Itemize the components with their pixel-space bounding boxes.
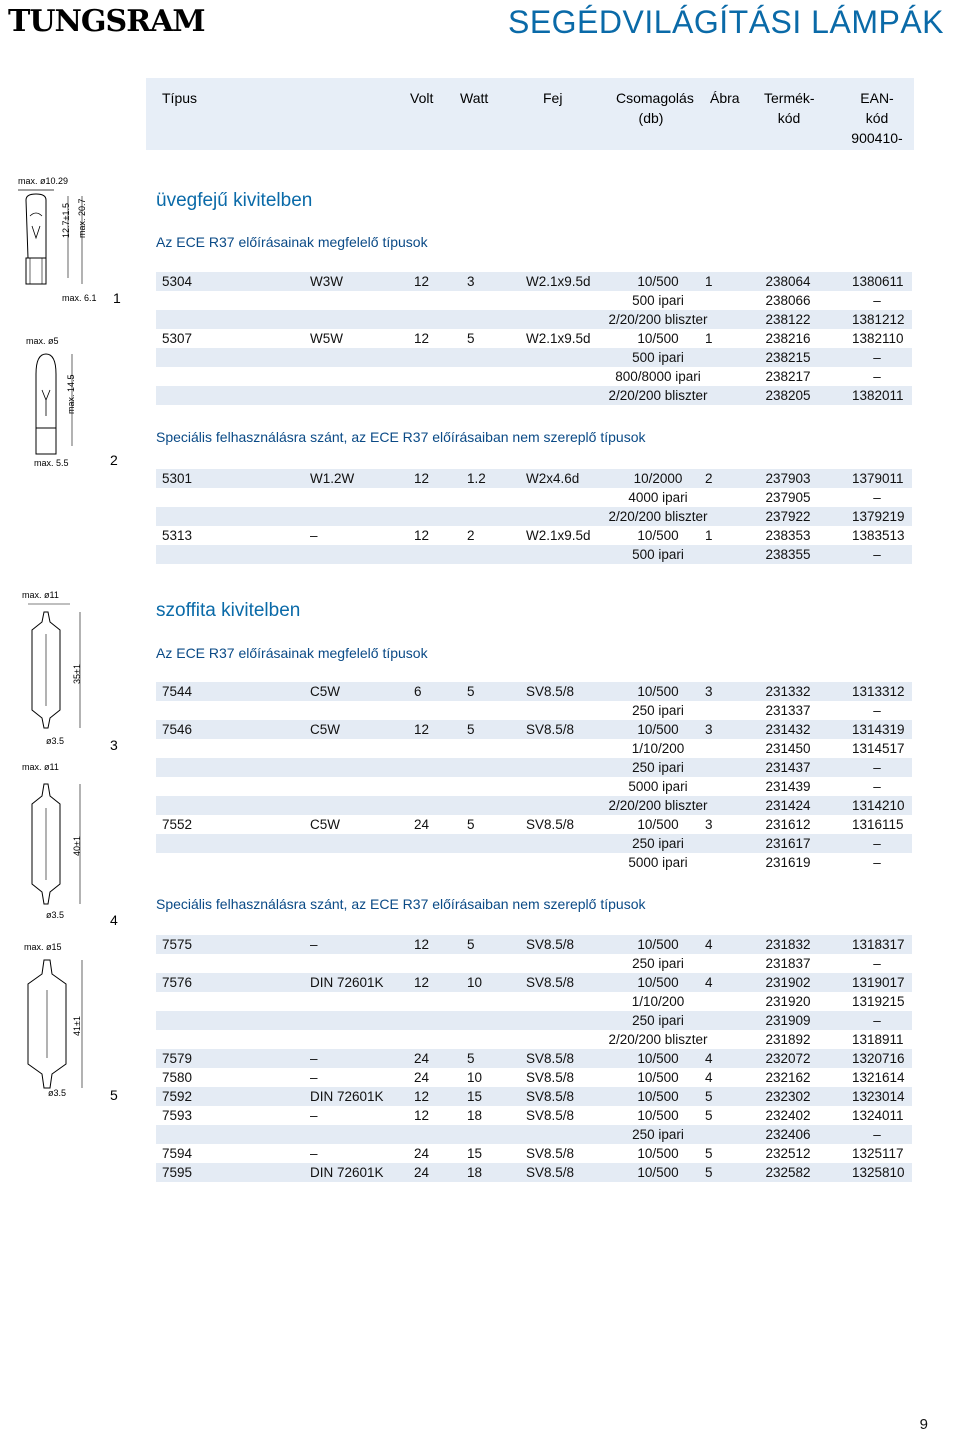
cell-pack: 5000 ipari: [628, 779, 688, 794]
cell-pack: 10/500: [637, 937, 679, 952]
cell-pn: 231450: [765, 741, 811, 756]
table-row: [156, 796, 912, 815]
cell-volt: 12: [414, 528, 430, 543]
cell-pack: 500 ipari: [632, 293, 684, 308]
cell-pn: 232512: [765, 1146, 811, 1161]
table-row: [156, 973, 912, 992]
cell-volt: 24: [414, 1051, 430, 1066]
product-table-s1-ece: [156, 272, 912, 405]
cell-pn: 231837: [765, 956, 811, 971]
cell-pack: 4000 ipari: [628, 490, 688, 505]
cell-ean: 1325810: [852, 1165, 905, 1180]
cell-pack: 2/20/200 bliszter: [608, 509, 708, 524]
cell-fig: 4: [705, 1070, 713, 1085]
cell-ean: –: [873, 836, 881, 851]
cell-ean: 1319017: [852, 975, 905, 990]
table-row: [156, 834, 912, 853]
cell-volt: 24: [414, 1070, 430, 1085]
cell-pn: 238122: [765, 312, 811, 327]
cell-type: DIN 72601K: [310, 975, 384, 990]
cell-pack: 10/500: [637, 1108, 679, 1123]
cell-fig: 1: [705, 274, 713, 289]
table-row: [156, 739, 912, 758]
cell-type: –: [310, 937, 318, 952]
cell-pack: 250 ipari: [632, 1127, 684, 1142]
cell-code: 7580: [162, 1070, 193, 1085]
cell-pn: 231432: [765, 722, 811, 737]
lamp-figure-5: [20, 942, 130, 1102]
cell-type: C5W: [310, 817, 340, 832]
cell-fej: SV8.5/8: [526, 722, 575, 737]
cell-fig: 5: [705, 1089, 713, 1104]
col-header-abra: Ábra: [710, 90, 740, 106]
cell-fig: 4: [705, 975, 713, 990]
lamp-figure-2: [24, 336, 134, 471]
cell-pack: 2/20/200 bliszter: [608, 388, 708, 403]
cell-code: 7593: [162, 1108, 193, 1123]
cell-volt: 24: [414, 1146, 430, 1161]
cell-fej: W2.1x9.5d: [526, 274, 591, 289]
cell-volt: 24: [414, 817, 430, 832]
cell-pack: 250 ipari: [632, 1013, 684, 1028]
festoon-bulb-drawing: [20, 772, 100, 922]
cell-pn: 238216: [765, 331, 811, 346]
table-row: [156, 1030, 912, 1049]
cell-code: 7594: [162, 1146, 193, 1161]
cell-fej: SV8.5/8: [526, 817, 575, 832]
cell-watt: 1.2: [467, 471, 486, 486]
cell-code: 7575: [162, 937, 193, 952]
cell-fig: 3: [705, 817, 713, 832]
figure-3-dim-length: 35±1: [72, 664, 82, 684]
cell-fig: 3: [705, 722, 713, 737]
cell-ean: –: [873, 490, 881, 505]
cell-fig: 5: [705, 1108, 713, 1123]
cell-type: –: [310, 1051, 318, 1066]
col-header-termekkod: [764, 88, 814, 128]
table-row: [156, 758, 912, 777]
cell-type: DIN 72601K: [310, 1165, 384, 1180]
cell-pn: 231612: [765, 817, 811, 832]
figure-number-5: 5: [110, 1087, 118, 1103]
cell-ean: 1379219: [852, 509, 905, 524]
cell-volt: 12: [414, 1108, 430, 1123]
cell-pn: 231902: [765, 975, 811, 990]
figure-2-dim-diameter: max. ø5: [26, 336, 59, 346]
cell-ean: –: [873, 1013, 881, 1028]
cell-fej: SV8.5/8: [526, 937, 575, 952]
cell-pn: 231337: [765, 703, 811, 718]
cell-ean: –: [873, 956, 881, 971]
cell-pack: 2/20/200 bliszter: [608, 312, 708, 327]
cell-ean: –: [873, 779, 881, 794]
cell-pack: 10/2000: [633, 471, 683, 486]
cell-watt: 5: [467, 817, 475, 832]
table-row: [156, 1049, 912, 1068]
cell-pack: 500 ipari: [632, 350, 684, 365]
cell-pn: 231909: [765, 1013, 811, 1028]
subheading-special: Speciális felhasználásra szánt, az ECE R37 előírásaiban nem szereplő típusok: [156, 896, 646, 912]
col-header-ean-line2: kód: [865, 110, 889, 126]
figure-1-dim-bottom: max. 6.1: [62, 293, 97, 303]
cell-watt: 10: [467, 1070, 483, 1085]
cell-fej: W2.1x9.5d: [526, 528, 591, 543]
figure-5-dim-length: 41±1: [72, 1016, 82, 1036]
cell-watt: 18: [467, 1108, 483, 1123]
cell-code: 5304: [162, 274, 193, 289]
table-row: [156, 853, 912, 872]
cell-pack: 1/10/200: [631, 741, 685, 756]
cell-pn: 238355: [765, 547, 811, 562]
cell-code: 7592: [162, 1089, 193, 1104]
table-row: [156, 291, 912, 310]
cell-type: C5W: [310, 722, 340, 737]
cell-pn: 231619: [765, 855, 811, 870]
cell-pack: 10/500: [637, 684, 679, 699]
cell-ean: 1323014: [852, 1089, 905, 1104]
table-row: [156, 1068, 912, 1087]
cell-ean: –: [873, 350, 881, 365]
page-number: 9: [919, 1416, 928, 1433]
cell-type: –: [310, 1108, 318, 1123]
cell-pn: 237922: [765, 509, 811, 524]
table-row: [156, 348, 912, 367]
cell-pack: 2/20/200 bliszter: [608, 1032, 708, 1047]
cell-watt: 3: [467, 274, 475, 289]
cell-pack: 10/500: [637, 975, 679, 990]
cell-volt: 6: [414, 684, 422, 699]
section-title-uvegfeju: üvegfejű kivitelben: [156, 190, 313, 211]
cell-fej: SV8.5/8: [526, 1089, 575, 1104]
product-table-s2-ece: [156, 682, 912, 872]
table-row: [156, 954, 912, 973]
cell-watt: 10: [467, 975, 483, 990]
cell-pack: 500 ipari: [632, 547, 684, 562]
table-row: [156, 1106, 912, 1125]
cell-ean: 1325117: [852, 1146, 904, 1161]
figure-1-dim-height1: 12.7±1.5: [61, 203, 71, 238]
cell-volt: 12: [414, 722, 430, 737]
cell-volt: 12: [414, 471, 430, 486]
table-row: [156, 1144, 912, 1163]
column-header-band: [146, 78, 914, 150]
cell-fig: 4: [705, 937, 713, 952]
col-header-csomagolas-line1: Csomagolás: [616, 90, 694, 106]
figure-5-dim-diameter: max. ø15: [24, 942, 62, 952]
cell-pn: 231832: [765, 937, 811, 952]
cell-code: 5307: [162, 331, 193, 346]
cell-pn: 238217: [765, 369, 811, 384]
table-row: [156, 701, 912, 720]
figure-4-dim-diameter: max. ø11: [22, 762, 59, 772]
cell-pack: 2/20/200 bliszter: [608, 798, 708, 813]
cell-pn: 232402: [765, 1108, 811, 1123]
table-row: [156, 992, 912, 1011]
subheading-ece: Az ECE R37 előírásainak megfelelő típusok: [156, 234, 428, 250]
col-header-termekkod-line2: kód: [777, 110, 801, 126]
figure-3-dim-diameter: max. ø11: [22, 590, 59, 600]
cell-ean: 1382011: [852, 388, 904, 403]
cell-ean: –: [873, 703, 881, 718]
cell-pn: 231439: [765, 779, 811, 794]
cell-volt: 12: [414, 331, 430, 346]
cell-pn: 232406: [765, 1127, 811, 1142]
cell-pack: 10/500: [637, 1146, 679, 1161]
cell-ean: 1324011: [852, 1108, 904, 1123]
cell-volt: 12: [414, 274, 430, 289]
cell-pack: 10/500: [637, 1051, 679, 1066]
cell-ean: –: [873, 547, 881, 562]
cell-ean: 1383513: [852, 528, 905, 543]
col-header-tipus: Típus: [162, 90, 198, 106]
table-row: [156, 507, 912, 526]
figure-2-dim-height: max. 14.5: [66, 374, 76, 414]
cell-pack: 10/500: [637, 1070, 679, 1085]
cell-fig: 1: [705, 331, 713, 346]
cell-fej: SV8.5/8: [526, 684, 575, 699]
cell-fej: W2.1x9.5d: [526, 331, 591, 346]
table-row: [156, 469, 912, 488]
festoon-bulb-drawing: [20, 952, 100, 1102]
cell-pack: 250 ipari: [632, 760, 684, 775]
cell-pack: 10/500: [637, 528, 679, 543]
cell-fej: SV8.5/8: [526, 1165, 575, 1180]
cell-type: –: [310, 1146, 318, 1161]
brand-logo: TUNGSRAM: [8, 4, 205, 39]
cell-ean: –: [873, 369, 881, 384]
figure-number-4: 4: [110, 912, 118, 928]
cell-watt: 2: [467, 528, 475, 543]
cell-pn: 238215: [765, 350, 811, 365]
figure-4-dim-bottom: ø3.5: [46, 910, 65, 920]
cell-fej: SV8.5/8: [526, 1108, 575, 1123]
cell-watt: 5: [467, 722, 475, 737]
cell-watt: 5: [467, 331, 475, 346]
cell-watt: 15: [467, 1089, 483, 1104]
col-header-ean: [850, 88, 904, 148]
cell-fej: SV8.5/8: [526, 975, 575, 990]
cell-ean: –: [873, 1127, 881, 1142]
figure-4-dim-length: 40±1: [72, 836, 82, 856]
cell-pack: 250 ipari: [632, 836, 684, 851]
table-row: [156, 386, 912, 405]
cell-fig: 5: [705, 1165, 713, 1180]
table-row: [156, 935, 912, 954]
col-header-csomagolas: [616, 88, 694, 128]
table-row: [156, 1011, 912, 1030]
cell-ean: 1380611: [852, 274, 904, 289]
col-header-csomagolas-line2: (db): [638, 110, 664, 126]
col-header-ean-line3: 900410-: [851, 130, 903, 146]
cell-volt: 12: [414, 1089, 430, 1104]
cell-pn: 238064: [765, 274, 811, 289]
cell-pn: 232072: [765, 1051, 811, 1066]
table-row: [156, 815, 912, 834]
cell-pack: 10/500: [637, 1165, 679, 1180]
cell-fej: SV8.5/8: [526, 1146, 575, 1161]
cell-fig: 3: [705, 684, 713, 699]
subheading-special: Speciális felhasználásra szánt, az ECE R37 előírásaiban nem szereplő típusok: [156, 429, 646, 445]
table-row: [156, 526, 912, 545]
table-row: [156, 1163, 912, 1182]
table-row: [156, 682, 912, 701]
subheading-ece: Az ECE R37 előírásainak megfelelő típusok: [156, 645, 428, 661]
figure-5-dim-bottom: ø3.5: [48, 1088, 67, 1098]
col-header-watt: Watt: [460, 90, 489, 106]
cell-volt: 12: [414, 975, 430, 990]
product-table-s2-special: [156, 935, 912, 1182]
section-title-szoffita: szoffita kivitelben: [156, 600, 301, 621]
lamp-figure-3: [20, 590, 130, 750]
festoon-bulb-drawing: [20, 600, 100, 750]
cell-fej: SV8.5/8: [526, 1051, 575, 1066]
table-row: [156, 488, 912, 507]
cell-pn: 231332: [765, 684, 811, 699]
cell-pack: 10/500: [637, 722, 679, 737]
cell-watt: 5: [467, 1051, 475, 1066]
cell-ean: 1313312: [852, 684, 905, 699]
cell-pn: 238205: [765, 388, 811, 403]
cell-watt: 5: [467, 684, 475, 699]
cell-pn: 231920: [765, 994, 811, 1009]
cell-ean: 1314210: [852, 798, 905, 813]
figure-number-1: 1: [113, 290, 121, 306]
table-row: [156, 1125, 912, 1144]
cell-fej: SV8.5/8: [526, 1070, 575, 1085]
col-header-fej: Fej: [543, 90, 563, 106]
cell-ean: 1318911: [852, 1032, 904, 1047]
cell-pack: 5000 ipari: [628, 855, 688, 870]
figure-number-2: 2: [110, 452, 118, 468]
cell-code: 5301: [162, 471, 193, 486]
cell-fig: 1: [705, 528, 713, 543]
col-header-ean-line1: EAN-: [860, 90, 894, 106]
cell-volt: 24: [414, 1165, 430, 1180]
small-wedge-bulb-drawing: [24, 346, 104, 461]
cell-pn: 231892: [765, 1032, 811, 1047]
cell-type: W1.2W: [310, 471, 355, 486]
product-table-s1-special: [156, 469, 912, 564]
cell-watt: 5: [467, 937, 475, 952]
table-row: [156, 777, 912, 796]
cell-pack: 250 ipari: [632, 703, 684, 718]
table-row: [156, 367, 912, 386]
cell-code: 7579: [162, 1051, 193, 1066]
figure-2-dim-bottom: max. 5.5: [34, 458, 69, 468]
cell-pack: 10/500: [637, 331, 679, 346]
cell-type: C5W: [310, 684, 340, 699]
cell-ean: 1314319: [852, 722, 905, 737]
cell-ean: 1314517: [852, 741, 905, 756]
cell-pack: 10/500: [637, 817, 679, 832]
cell-watt: 18: [467, 1165, 483, 1180]
lamp-figure-4: [20, 762, 130, 922]
table-row: [156, 272, 912, 291]
cell-pn: 237903: [765, 471, 811, 486]
cell-ean: 1319215: [852, 994, 905, 1009]
cell-ean: 1318317: [852, 937, 905, 952]
cell-fej: W2x4.6d: [526, 471, 580, 486]
figure-1-dim-height2: max. 20.7: [77, 198, 87, 238]
cell-fig: 2: [705, 471, 713, 486]
cell-code: 7544: [162, 684, 193, 699]
cell-ean: 1321614: [852, 1070, 905, 1085]
cell-code: 7552: [162, 817, 193, 832]
col-header-volt: Volt: [410, 90, 434, 106]
cell-pn: 238353: [765, 528, 811, 543]
cell-type: DIN 72601K: [310, 1089, 384, 1104]
table-row: [156, 545, 912, 564]
page-title: SEGÉDVILÁGÍTÁSI LÁMPÁK: [507, 4, 944, 40]
cell-ean: –: [873, 855, 881, 870]
cell-fig: 4: [705, 1051, 713, 1066]
cell-pack: 10/500: [637, 1089, 679, 1104]
figure-number-3: 3: [110, 737, 118, 753]
cell-code: 5313: [162, 528, 193, 543]
cell-ean: 1379011: [852, 471, 904, 486]
cell-watt: 15: [467, 1146, 483, 1161]
cell-ean: 1381212: [852, 312, 905, 327]
cell-pack: 250 ipari: [632, 956, 684, 971]
col-header-termekkod-line1: Termék-: [764, 90, 815, 106]
cell-code: 7576: [162, 975, 193, 990]
cell-pn: 232162: [765, 1070, 811, 1085]
cell-code: 7546: [162, 722, 193, 737]
cell-ean: 1382110: [852, 331, 904, 346]
cell-ean: –: [873, 293, 881, 308]
table-row: [156, 1087, 912, 1106]
lamp-figure-1: [10, 176, 140, 306]
cell-type: W3W: [310, 274, 343, 289]
cell-pn: 238066: [765, 293, 811, 308]
cell-volt: 12: [414, 937, 430, 952]
cell-pack: 10/500: [637, 274, 679, 289]
cell-ean: –: [873, 760, 881, 775]
cell-type: W5W: [310, 331, 343, 346]
cell-pn: 231424: [765, 798, 811, 813]
table-row: [156, 310, 912, 329]
cell-type: –: [310, 1070, 318, 1085]
table-row: [156, 329, 912, 348]
cell-pn: 237905: [765, 490, 811, 505]
cell-pn: 232302: [765, 1089, 811, 1104]
cell-pn: 232582: [765, 1165, 811, 1180]
cell-fig: 5: [705, 1146, 713, 1161]
figure-3-dim-bottom: ø3.5: [46, 736, 65, 746]
cell-pn: 231617: [765, 836, 811, 851]
cell-ean: 1316115: [852, 817, 904, 832]
figure-1-dim-diameter: max. ø10.29: [18, 176, 69, 186]
cell-pack: 800/8000 ipari: [615, 369, 701, 384]
cell-pack: 1/10/200: [631, 994, 685, 1009]
cell-ean: 1320716: [852, 1051, 905, 1066]
cell-pn: 231437: [765, 760, 811, 775]
cell-code: 7595: [162, 1165, 193, 1180]
table-row: [156, 720, 912, 739]
cell-type: –: [310, 528, 318, 543]
